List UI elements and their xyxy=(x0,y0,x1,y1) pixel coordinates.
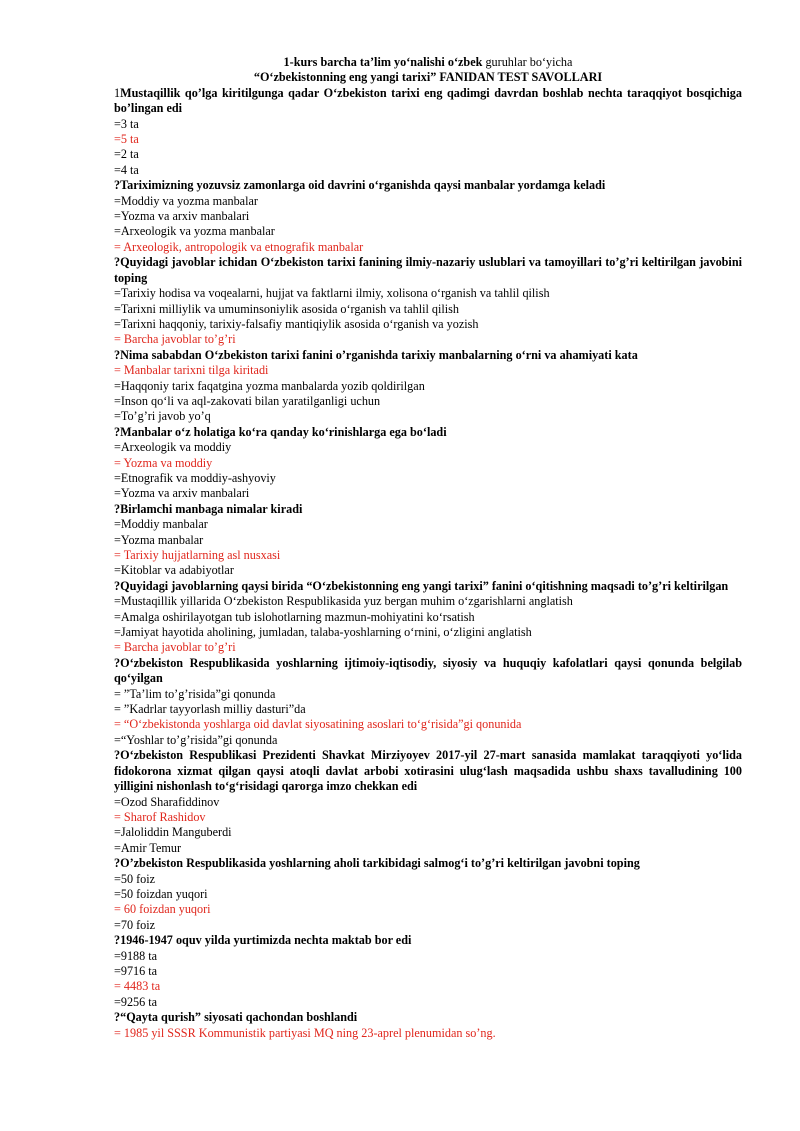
question-text xyxy=(114,656,742,687)
header-line-1-bold: 1-kurs barcha ta’lim yo‘nalishi o‘zbek xyxy=(283,55,483,69)
question-body: 1946-1947 oquv yilda yurtimizda nechta maktab bor edi xyxy=(120,933,412,948)
question-body: Birlamchi manbaga nimalar kiradi xyxy=(120,501,303,516)
answer-option: =Tarixni haqqoniy, tarixiy-falsafiy mantiqiylik asosida o‘rganish va yozish xyxy=(114,316,479,331)
question-block xyxy=(114,86,742,178)
answer-option-correct: = Arxeologik, antropologik va etnografik manbalar xyxy=(114,239,364,254)
question-text xyxy=(114,178,742,193)
header-line-1 xyxy=(114,55,742,70)
question-prefix: ? xyxy=(114,178,121,193)
question-body: Mustaqillik qo’lga kiritilgunga qadar O‘zbekiston tarixi eng qadimgi davrdan boshlab nechta taraqqiyot bosqichiga bo’lingan edi xyxy=(114,85,742,116)
answer-option: =“Yoshlar to’g’risida”gi qonunda xyxy=(114,732,278,747)
answer-option: =3 ta xyxy=(114,116,139,131)
question-prefix: ? xyxy=(114,655,121,670)
question-prefix: 1 xyxy=(114,85,121,100)
question-body: O‘zbekiston Respublikasida yoshlarning ijtimoiy-iqtisodiy, siyosiy va huquqiy kafolatlari qaysi qonunda belgilab qo‘yilgan xyxy=(114,655,742,686)
answer-option: =Arxeologik va yozma manbalar xyxy=(114,224,275,239)
question-text xyxy=(114,348,742,363)
answer-option-correct: = 60 foizdan yuqori xyxy=(114,902,211,917)
question-block xyxy=(114,933,742,1010)
answer-option-correct: = 4483 ta xyxy=(114,979,161,994)
question-text xyxy=(114,425,742,440)
question-text xyxy=(114,748,742,794)
answer-option-correct: =5 ta xyxy=(114,132,139,147)
answer-option: =50 foiz xyxy=(114,871,156,886)
answer-option: =9716 ta xyxy=(114,963,158,978)
question-body: Quyidagi javoblar ichidan O‘zbekiston tarixi fanining ilmiy-nazariy uslublari va tamoyillari to’g’ri keltirilgan javobini toping xyxy=(114,255,742,285)
answer-option: = ”Kadrlar tayyorlash milliy dasturi”da xyxy=(114,702,306,717)
answer-option: =Etnografik va moddiy-ashyoviy xyxy=(114,470,276,485)
answer-option: =Tarixiy hodisa va voqealarni, hujjat va faktlarni ilmiy, xolisona o‘rganish va tahlil qilish xyxy=(114,286,550,301)
test-document xyxy=(114,55,742,1041)
question-block xyxy=(114,656,742,748)
answer-option-correct: = Sharof Rashidov xyxy=(114,809,206,824)
answer-option: =Yozma va arxiv manbalari xyxy=(114,209,250,224)
question-prefix: ? xyxy=(114,856,121,871)
answer-option: =Moddiy va yozma manbalar xyxy=(114,193,258,208)
answer-option: =Ozod Sharafiddinov xyxy=(114,794,220,809)
answer-option: =Haqqoniy tarix faqatgina yozma manbalarda yozib qoldirilgan xyxy=(114,378,425,393)
answer-option-correct: = Manbalar tarixni tilga kiritadi xyxy=(114,363,269,378)
question-text xyxy=(114,502,742,517)
answer-option-correct: = Barcha javoblar to’g’ri xyxy=(114,332,236,347)
question-prefix: ? xyxy=(114,933,121,948)
answer-option: =To’g’ri javob yo’q xyxy=(114,409,211,424)
answer-option: =Jaloliddin Manguberdi xyxy=(114,825,232,840)
question-prefix: ? xyxy=(114,347,121,362)
answer-option-correct: = “O‘zbekistonda yoshlarga oid davlat siyosatining asoslari to‘g‘risida”gi qonunida xyxy=(114,717,522,732)
question-text xyxy=(114,856,742,871)
answer-option: =70 foiz xyxy=(114,917,156,932)
question-list xyxy=(114,86,742,1041)
question-body: Nima sababdan O‘zbekiston tarixi fanini o’rganishda tarixiy manbalarning o‘rni va ahamiyati kata xyxy=(120,347,638,362)
question-body: Manbalar o‘z holatiga ko‘ra qanday ko‘rinishlarga ega bo‘ladi xyxy=(120,424,447,439)
answer-option: =Inson qo‘li va aql-zakovati bilan yaratilganligi uchun xyxy=(114,393,381,408)
question-block xyxy=(114,348,742,425)
answer-option: =2 ta xyxy=(114,147,139,162)
answer-option: =Jamiyat hayotida aholining, jumladan, talaba-yoshlarning o‘rnini, o‘zligini anglatish xyxy=(114,625,532,640)
question-block xyxy=(114,1010,742,1041)
question-block xyxy=(114,748,742,856)
answer-option: =Amalga oshirilayotgan tub islohotlarning mazmun-mohiyatini ko‘rsatish xyxy=(114,609,475,624)
answer-option: =Moddiy manbalar xyxy=(114,517,208,532)
answer-option: =Amir Temur xyxy=(114,840,182,855)
question-body: “Qayta qurish” siyosati qachondan boshlandi xyxy=(120,1010,358,1025)
answer-option-correct: = Tarixiy hujjatlarning asl nusxasi xyxy=(114,548,281,562)
header-line-2 xyxy=(114,70,742,85)
answer-option-correct: = 1985 yil SSSR Kommunistik partiyasi MQ ning 23-aprel plenumidan so’ng. xyxy=(114,1025,496,1040)
answer-option: =50 foizdan yuqori xyxy=(114,886,208,901)
answer-option-correct: = Barcha javoblar to’g’ri xyxy=(114,640,236,655)
answer-option: = ”Ta’lim to’g’risida”gi qonunda xyxy=(114,686,276,701)
question-block xyxy=(114,425,742,502)
answer-option: =Yozma manbalar xyxy=(114,532,204,547)
question-prefix: ? xyxy=(114,424,121,439)
header-line-1-rest: guruhlar bo‘yicha xyxy=(482,55,573,69)
question-text xyxy=(114,255,742,286)
question-body: O’zbekiston Respublikasida yoshlarning aholi tarkibidagi salmog‘i to’g’ri keltirilgan javobni toping xyxy=(120,856,640,871)
answer-option: =9188 ta xyxy=(114,948,158,963)
question-block xyxy=(114,502,742,579)
question-block xyxy=(114,856,742,933)
answer-option: =4 ta xyxy=(114,162,139,177)
question-body: Tariximizning yozuvsiz zamonlarga oid davrini o‘rganishda qaysi manbalar yordamga keladi xyxy=(120,178,606,193)
answer-option: =Arxeologik va moddiy xyxy=(114,440,232,455)
question-body: O‘zbekiston Respublikasi Prezidenti Shavkat Mirziyoyev 2017-yil 27-mart sanasida mamlakat taraqqiyoti yo‘lida fidokorona xizmat qilgan qaysi atoqli davlat arbobi xotirasini ulug‘lash maqsadida ushbu shaxs tavalludining 100 yilligini nishonlash to‘g‘risidagi qarorga imzo chekkan edi xyxy=(114,748,742,794)
question-text xyxy=(114,933,742,948)
question-block xyxy=(114,255,742,347)
question-prefix: ? xyxy=(114,501,121,516)
question-block xyxy=(114,178,742,255)
answer-option: =Kitoblar va adabiyotlar xyxy=(114,563,234,578)
question-body: Quyidagi javoblarning qaysi birida “O‘zbekistonning eng yangi tarixi” fanini o‘qitishning maqsadi to’g’ri keltirilgan xyxy=(120,578,729,593)
question-prefix: ? xyxy=(114,1010,121,1025)
question-block xyxy=(114,579,742,656)
question-prefix: ? xyxy=(114,255,121,270)
answer-option: =9256 ta xyxy=(114,994,158,1009)
answer-option: =Tarixni milliylik va umuminsoniylik asosida o‘rganish va tahlil qilish xyxy=(114,301,459,316)
question-text xyxy=(114,86,742,117)
question-text xyxy=(114,1010,742,1025)
document-header xyxy=(114,55,742,86)
question-prefix: ? xyxy=(114,748,121,763)
header-title: “O‘zbekistonning eng yangi tarixi” FANIDAN TEST SAVOLLARI xyxy=(253,70,603,85)
answer-option: =Mustaqillik yillarida O‘zbekiston Respublikasida yuz bergan muhim o‘zgarishlarni anglatish xyxy=(114,594,573,609)
answer-option-correct: = Yozma va moddiy xyxy=(114,455,213,470)
question-text xyxy=(114,579,742,594)
question-prefix: ? xyxy=(114,578,121,593)
answer-option: =Yozma va arxiv manbalari xyxy=(114,486,250,501)
